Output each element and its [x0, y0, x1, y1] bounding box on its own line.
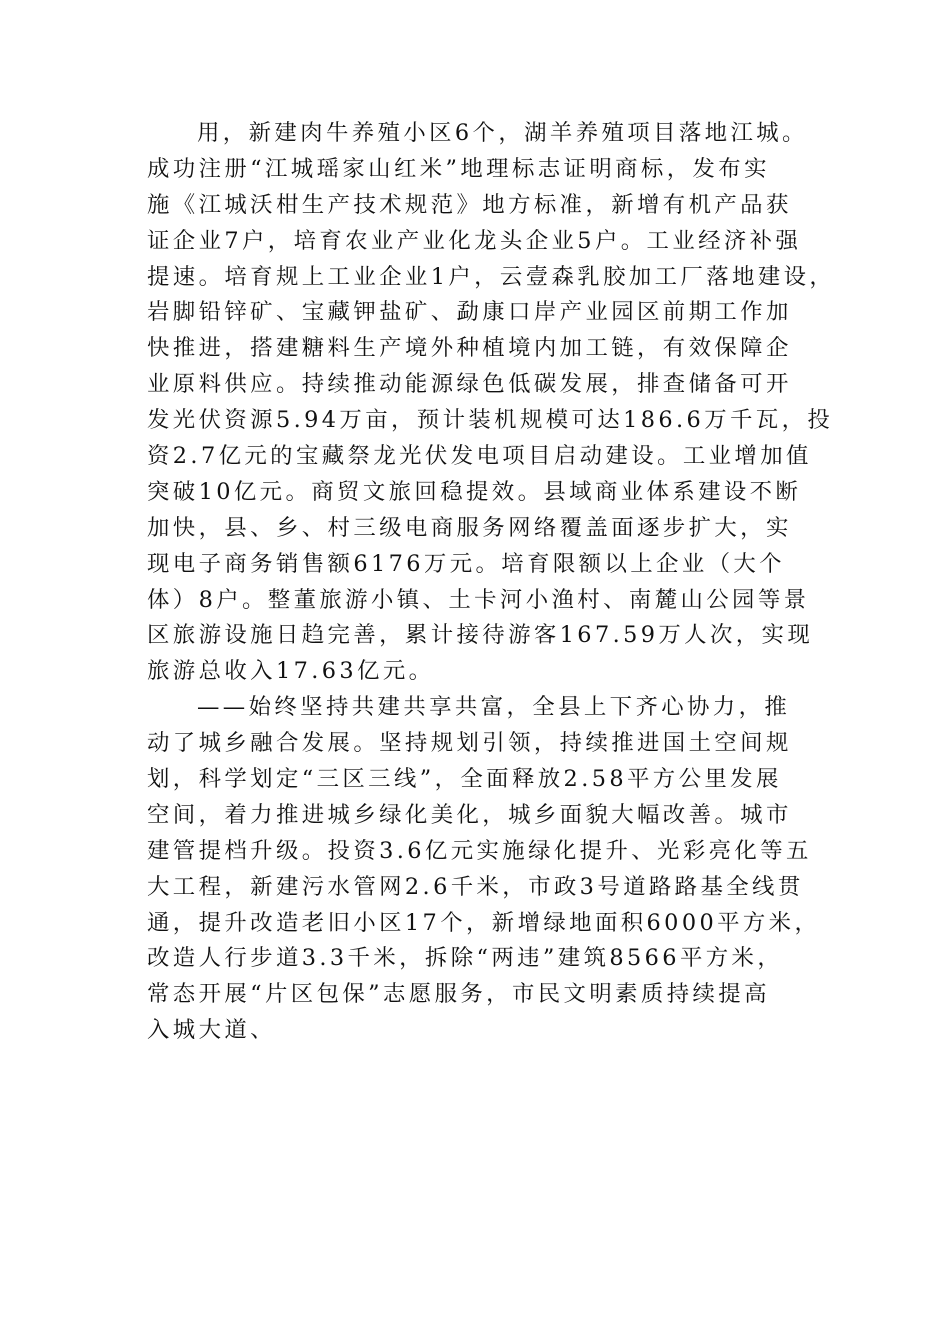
paragraph-urban-rural-integration [147, 690, 821, 1049]
text-line: 改造人行步道3.3千米，拆除“两违”建筑8566平方米， [147, 945, 784, 972]
text-line: 现电子商务销售额6176万元。培育限额以上企业（大个 [147, 550, 785, 577]
text-line: 用，新建肉牛养殖小区6个，湖羊养殖项目落地江城。 [197, 120, 808, 146]
text-line: ——始终坚持共建共享共富，全县上下齐心协力，推 [197, 694, 791, 721]
paragraph-agriculture-industry-tourism [147, 116, 836, 690]
text-line: 资2.7亿元的宝藏祭龙光伏发电项目启动建设。工业增加值 [147, 443, 812, 470]
text-line: 通，提升改造老旧小区17个，新增绿地面积6000平方米， [147, 909, 821, 936]
text-line: 突破10亿元。商贸文旅回稳提效。县域商业体系建设不断 [147, 478, 802, 505]
text-line: 区旅游设施日趋完善，累计接待游客167.59万人次，实现 [147, 622, 814, 649]
text-line: 建管提档升级。投资3.6亿元实施绿化提升、光彩亮化等五 [147, 837, 812, 864]
text-line: 加快，县、乡、村三级电商服务网络覆盖面逐步扩大，实 [147, 514, 792, 541]
text-line: 常态开展“片区包保”志愿服务，市民文明素质持续提高 [147, 981, 770, 1008]
text-line: 大工程，新建污水管网2.6千米，市政3号道路路基全线贯 [147, 873, 804, 900]
text-line: 动了城乡融合发展。坚持规划引领，持续推进国土空间规 [147, 730, 792, 757]
body-text [147, 116, 836, 1049]
text-line: 入城大道、 [147, 1017, 276, 1044]
text-line: 成功注册“江城瑶家山红米”地理标志证明商标，发布实 [147, 155, 770, 182]
text-line: 施《江城沃柑生产技术规范》地方标准，新增有机产品获 [147, 191, 792, 218]
text-line: 快推进，搭建糖料生产境外种植境内加工链，有效保障企 [147, 335, 792, 362]
text-line: 岩脚铅锌矿、宝藏钾盐矿、勐康口岸产业园区前期工作加 [147, 299, 792, 326]
text-line: 划，科学划定“三区三线”，全面释放2.58平方公里发展 [147, 766, 782, 793]
text-line: 业原料供应。持续推动能源绿色低碳发展，排查储备可开 [147, 371, 792, 398]
text-line: 发光伏资源5.94万亩，预计装机规模可达186.6万千瓦，投 [147, 407, 834, 434]
text-line: 体）8户。整董旅游小镇、土卡河小渔村、南麓山公园等景 [147, 586, 810, 613]
text-line: 提速。培育规上工业企业1户，云壹森乳胶加工厂落地建设， [147, 263, 836, 290]
text-line: 证企业7户，培育农业产业化龙头企业5户。工业经济补强 [147, 227, 802, 254]
text-line: 旅游总收入17.63亿元。 [147, 658, 435, 685]
text-line: 空间，着力推进城乡绿化美化，城乡面貌大幅改善。城市 [147, 801, 792, 828]
